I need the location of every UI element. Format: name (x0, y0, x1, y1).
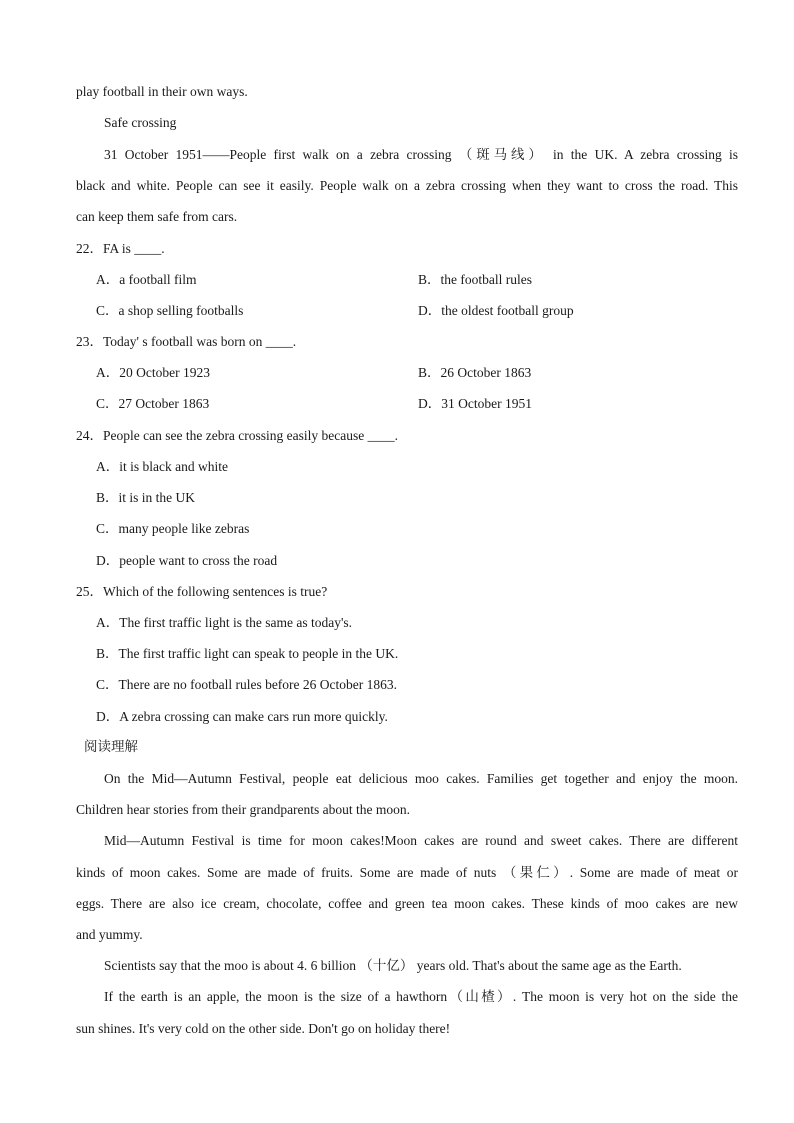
answer-option[interactable]: C．27 October 1863 (96, 396, 210, 411)
section-heading: Safe crossing (104, 115, 177, 130)
answer-option[interactable]: A．it is black and white (96, 459, 228, 474)
answer-option[interactable]: A．20 October 1923 (96, 365, 210, 380)
answer-option[interactable]: B．it is in the UK (96, 490, 196, 505)
paragraph-line: and yummy. (76, 927, 143, 942)
answer-option[interactable]: B．the football rules (418, 272, 532, 287)
question-stem: 22．FA is ____. (76, 241, 165, 256)
paragraph-line: can keep them safe from cars. (76, 209, 238, 224)
answer-option[interactable]: D．A zebra crossing can make cars run more quickly. (96, 709, 388, 724)
answer-option[interactable]: C．There are no football rules before 26 October 1863. (96, 677, 398, 692)
paragraph-line: eggs. There are also ice cream, chocolate, coffee and green tea moon cakes. These kinds of moo cakes are new (76, 896, 738, 911)
question-stem: 25．Which of the following sentences is true? (76, 584, 328, 599)
paragraph-line: 31 October 1951——People first walk on a zebra crossing （斑马线） in the UK. A zebra crossing is (104, 147, 738, 162)
answer-option[interactable]: B．The first traffic light can speak to people in the UK. (96, 646, 399, 661)
question-stem: 24．People can see the zebra crossing easily because ____. (76, 428, 399, 443)
paragraph-line: On the Mid—Autumn Festival, people eat delicious moo cakes. Families get together and enjoy the moon. (104, 771, 738, 786)
answer-option[interactable]: D．the oldest football group (418, 303, 574, 318)
answer-option[interactable]: A．The first traffic light is the same as today's. (96, 615, 352, 630)
intro-line: play football in their own ways. (76, 84, 248, 99)
paragraph-line: Children hear stories from their grandparents about the moon. (76, 802, 411, 817)
paragraph-line: kinds of moon cakes. Some are made of fruits. Some are made of nuts （果仁）. Some are made of meat or (76, 865, 738, 880)
answer-option[interactable]: A．a football film (96, 272, 197, 287)
question-stem: 23．Today' s football was born on ____. (76, 334, 297, 349)
answer-option[interactable]: B．26 October 1863 (418, 365, 532, 380)
paragraph-line: sun shines. It's very cold on the other side. Don't go on holiday there! (76, 1021, 451, 1036)
answer-option[interactable]: D．people want to cross the road (96, 553, 278, 568)
paragraph-line: If the earth is an apple, the moon is the size of a hawthorn（山楂）. The moon is very hot on the side the (104, 989, 738, 1004)
paragraph-line: Mid—Autumn Festival is time for moon cakes!Moon cakes are round and sweet cakes. There are different (104, 833, 738, 848)
paragraph-line: black and white. People can see it easily. People walk on a zebra crossing when they want to cross the road. This (76, 178, 738, 193)
answer-option[interactable]: C．many people like zebras (96, 521, 250, 536)
answer-option[interactable]: D．31 October 1951 (418, 396, 532, 411)
answer-option[interactable]: C．a shop selling footballs (96, 303, 244, 318)
paragraph-line: Scientists say that the moo is about 4. 6 billion （十亿） years old. That's about the same age as the Earth. (104, 958, 682, 973)
section-title: 阅读理解 (84, 739, 138, 755)
